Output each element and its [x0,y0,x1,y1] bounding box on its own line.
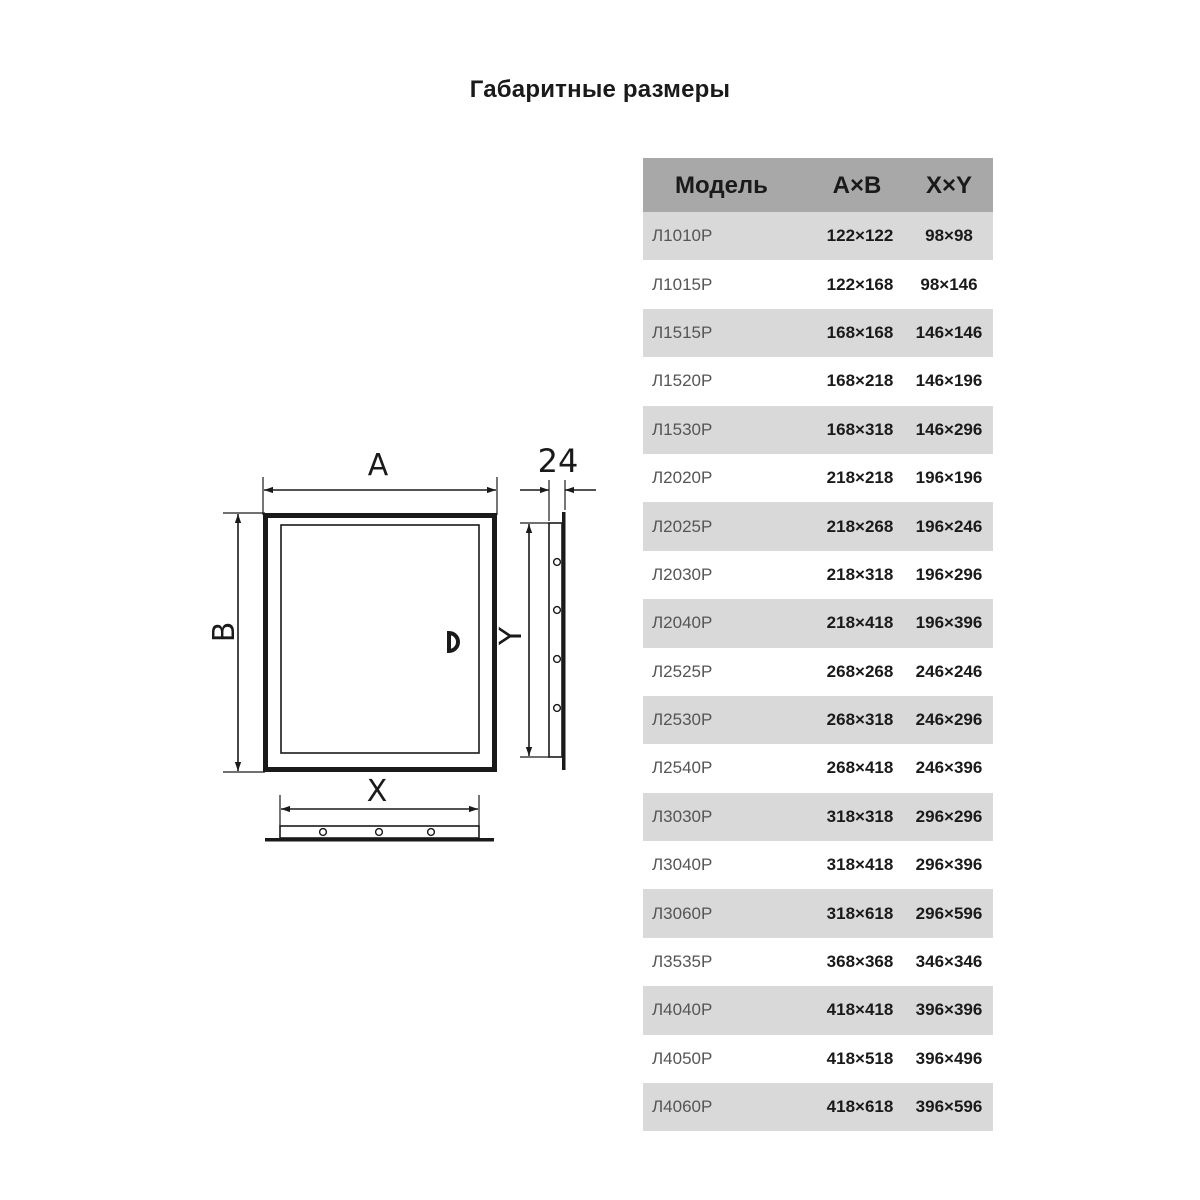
ab-cell: 268×418 [826,758,894,778]
ab-cell: 168×218 [826,371,894,391]
table-row [643,1035,993,1083]
xy-cell: 246×246 [915,661,983,681]
table-row [643,212,993,260]
bottom-view [265,826,494,842]
ab-cell: 268×318 [809,696,905,744]
hinge-hole [554,559,561,566]
table-row [643,889,993,937]
xy-cell: 196×396 [905,599,993,647]
model-cell: Л1515Р [643,309,809,357]
table-row [643,551,993,599]
xy-cell: 98×98 [905,212,993,260]
lock-icon [449,633,458,651]
side-view [549,512,566,770]
model-cell: Л1015Р [652,274,713,294]
model-cell: Л3040Р [652,855,713,875]
table-row [643,260,993,308]
header-xy: X×Y [905,158,993,212]
xy-cell: 296×396 [915,855,983,875]
ab-cell: 168×318 [809,406,905,454]
table-header-row [643,158,993,212]
ab-cell: 368×368 [826,952,894,972]
xy-cell: 146×196 [915,371,983,391]
model-cell: Л1520Р [652,371,713,391]
xy-cell: 146×146 [905,309,993,357]
hinge-hole [554,705,561,712]
xy-cell: 196×246 [905,502,993,550]
model-cell: Л1530Р [643,406,809,454]
table-row [643,841,993,889]
model-cell: Л4050Р [652,1048,713,1068]
hinge-hole [428,829,435,836]
label-b: B [207,621,242,643]
model-cell: Л2525Р [652,661,713,681]
page-title: Габаритные размеры [469,76,731,103]
table-row [643,793,993,841]
model-cell: Л1010Р [643,212,809,260]
model-cell: Л2030Р [652,564,713,584]
table-body [643,212,993,1131]
xy-cell: 346×346 [915,952,983,972]
xy-cell: 98×146 [920,274,978,294]
hinge-hole [320,829,327,836]
model-cell: Л3030Р [643,793,809,841]
xy-cell: 146×296 [905,406,993,454]
model-cell: Л2530Р [643,696,809,744]
dimensions-table [643,158,993,1131]
dimension-depth [520,480,596,521]
ab-cell: 318×318 [809,793,905,841]
ab-cell: 418×618 [809,1083,905,1131]
hatch-outer-frame [266,516,495,770]
ab-cell: 218×318 [826,564,894,584]
model-cell: Л2040Р [643,599,809,647]
xy-cell: 246×296 [905,696,993,744]
model-cell: Л2020Р [652,468,713,488]
table-row [643,696,993,744]
xy-cell: 296×296 [905,793,993,841]
label-depth: 24 [537,442,579,480]
table-row [643,357,993,405]
model-cell: Л3535Р [652,952,713,972]
xy-cell: 296×596 [905,889,993,937]
model-cell: Л3060Р [643,889,809,937]
header-ab: A×B [809,158,905,212]
hinge-hole [554,607,561,614]
table-row [643,502,993,550]
table-row [643,1083,993,1131]
xy-cell: 396×496 [915,1048,983,1068]
table-row [643,986,993,1034]
hinge-hole [376,829,383,836]
ab-cell: 218×418 [809,599,905,647]
side-frame [549,523,562,757]
xy-cell: 196×296 [915,564,983,584]
label-a: A [367,448,389,483]
xy-cell: 196×196 [915,468,983,488]
table-row [643,309,993,357]
ab-cell: 268×268 [826,661,894,681]
table-row [643,938,993,986]
ab-cell: 418×518 [826,1048,894,1068]
ab-cell: 318×418 [826,855,894,875]
model-cell: Л2540Р [652,758,713,778]
xy-cell: 396×396 [905,986,993,1034]
xy-cell: 246×396 [915,758,983,778]
table-row [643,406,993,454]
ab-cell: 122×122 [809,212,905,260]
ab-cell: 168×168 [809,309,905,357]
table-row [643,648,993,696]
label-x: X [366,774,388,809]
model-cell: Л4040Р [643,986,809,1034]
model-cell: Л4060Р [643,1083,809,1131]
table-row [643,744,993,792]
ab-cell: 218×218 [826,468,894,488]
hatch-dimension-drawing [190,430,610,860]
side-flange [562,512,566,770]
ab-cell: 122×168 [826,274,894,294]
hinge-hole [554,656,561,663]
ab-cell: 418×418 [809,986,905,1034]
ab-cell: 318×618 [809,889,905,937]
front-view [266,516,495,770]
header-model: Модель [643,158,809,212]
xy-cell: 396×596 [905,1083,993,1131]
model-cell: Л2025Р [643,502,809,550]
table-row [643,599,993,647]
table-row [643,454,993,502]
label-y: Y [494,626,529,646]
ab-cell: 218×268 [809,502,905,550]
